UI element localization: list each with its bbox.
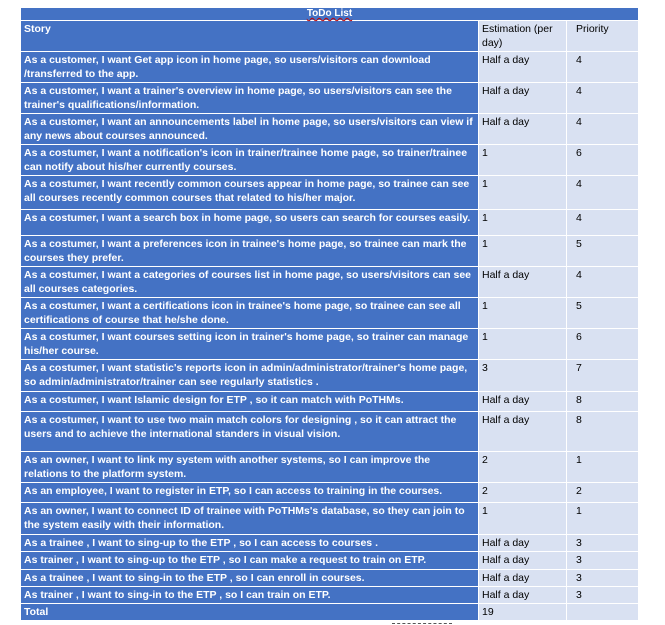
table-row bbox=[21, 412, 639, 452]
priority-cell: 1 bbox=[567, 452, 639, 483]
estimation-cell: Half a day bbox=[479, 535, 567, 552]
story-cell: As a trainee , I want to sing-in to the ETP , so I can enroll in courses. bbox=[21, 570, 479, 587]
priority-cell: 4 bbox=[567, 267, 639, 298]
total-label: Total bbox=[21, 604, 479, 621]
estimation-cell: Half a day bbox=[479, 114, 567, 145]
story-cell: As an owner, I want to link my system with another systems, so I can improve the relations to the platform system. bbox=[21, 452, 479, 483]
priority-cell: 4 bbox=[567, 114, 639, 145]
table-row bbox=[21, 392, 639, 412]
estimation-cell: 1 bbox=[479, 236, 567, 267]
estimation-cell: 2 bbox=[479, 452, 567, 483]
priority-cell: 3 bbox=[567, 587, 639, 604]
estimation-cell: Half a day bbox=[479, 587, 567, 604]
priority-cell: 3 bbox=[567, 570, 639, 587]
estimation-cell: Half a day bbox=[479, 552, 567, 570]
story-cell: As a costumer, I want courses setting icon in trainer's home page, so trainer can manage his/her course. bbox=[21, 329, 479, 360]
table-row bbox=[21, 552, 639, 570]
table-row bbox=[21, 114, 639, 145]
table-row bbox=[21, 360, 639, 392]
table-row bbox=[21, 210, 639, 236]
table-row bbox=[21, 236, 639, 267]
estimation-cell: Half a day bbox=[479, 570, 567, 587]
table-row bbox=[21, 535, 639, 552]
priority-cell: 3 bbox=[567, 535, 639, 552]
table-title: ToDo List bbox=[21, 8, 639, 21]
table-row bbox=[21, 298, 639, 329]
table-row bbox=[21, 587, 639, 604]
story-cell: As a costumer, I want a search box in home page, so users can search for courses easily. bbox=[21, 210, 479, 236]
story-cell: As a costumer, I want a certifications icon in trainee's home page, so trainee can see all certifications of course that he/she done. bbox=[21, 298, 479, 329]
story-cell: As a costumer, I want a preferences icon in trainee's home page, so trainee can mark the courses they prefer. bbox=[21, 236, 479, 267]
estimation-cell: 1 bbox=[479, 145, 567, 176]
story-cell: As a costumer, I want recently common courses appear in home page, so trainee can see all courses recently common courses that related to his/her major. bbox=[21, 176, 479, 210]
priority-cell: 5 bbox=[567, 236, 639, 267]
estimation-cell: 1 bbox=[479, 176, 567, 210]
estimation-cell: Half a day bbox=[479, 267, 567, 298]
table-row bbox=[21, 570, 639, 587]
todo-sheet bbox=[20, 7, 638, 621]
story-cell: As an employee, I want to register in ETP, so I can access to training in the courses. bbox=[21, 483, 479, 503]
priority-cell: 4 bbox=[567, 52, 639, 83]
estimation-cell: 1 bbox=[479, 329, 567, 360]
header-story: Story bbox=[21, 21, 479, 52]
table-row bbox=[21, 329, 639, 360]
estimation-cell: 2 bbox=[479, 483, 567, 503]
story-cell: As a customer, I want a trainer's overview in home page, so users/visitors can see the trainer's qualifications/information. bbox=[21, 83, 479, 114]
total-row bbox=[21, 604, 639, 621]
estimation-cell: 1 bbox=[479, 298, 567, 329]
table-row bbox=[21, 145, 639, 176]
header-estimation: Estimation (per day) bbox=[479, 21, 567, 52]
priority-cell: 4 bbox=[567, 176, 639, 210]
table-row bbox=[21, 503, 639, 535]
priority-cell: 8 bbox=[567, 412, 639, 452]
estimation-cell: Half a day bbox=[479, 83, 567, 114]
total-estimation: 19 bbox=[479, 604, 567, 621]
table-row bbox=[21, 83, 639, 114]
table-row bbox=[21, 483, 639, 503]
estimation-cell: Half a day bbox=[479, 412, 567, 452]
priority-cell: 5 bbox=[567, 298, 639, 329]
header-row bbox=[21, 21, 639, 52]
story-cell: As a costumer, I want to use two main match colors for designing , so it can attract the users and to achieve the international standers in visual vision. bbox=[21, 412, 479, 452]
estimation-cell: 3 bbox=[479, 360, 567, 392]
total-priority bbox=[567, 604, 639, 621]
story-cell: As a customer, I want Get app icon in home page, so users/visitors can download /transferred to the app. bbox=[21, 52, 479, 83]
priority-cell: 8 bbox=[567, 392, 639, 412]
priority-cell: 6 bbox=[567, 145, 639, 176]
table-row bbox=[21, 176, 639, 210]
priority-cell: 3 bbox=[567, 552, 639, 570]
header-priority: Priority bbox=[567, 21, 639, 52]
story-cell: As a costumer, I want Islamic design for ETP , so it can match with PoTHMs. bbox=[21, 392, 479, 412]
story-cell: As trainer , I want to sing-up to the ETP , so I can make a request to train on ETP. bbox=[21, 552, 479, 570]
title-row bbox=[21, 8, 639, 21]
story-cell: As a costumer, I want statistic's reports icon in admin/administrator/trainer's home page, so admin/administrator/trainer can see regularly statistics . bbox=[21, 360, 479, 392]
estimation-cell: Half a day bbox=[479, 52, 567, 83]
priority-cell: 7 bbox=[567, 360, 639, 392]
todo-table bbox=[20, 7, 639, 621]
priority-cell: 1 bbox=[567, 503, 639, 535]
priority-cell: 6 bbox=[567, 329, 639, 360]
story-cell: As a customer, I want an announcements label in home page, so users/visitors can view if any news about courses announced. bbox=[21, 114, 479, 145]
story-cell: As a trainee , I want to sing-up to the ETP , so I can access to courses . bbox=[21, 535, 479, 552]
story-cell: As trainer , I want to sing-in to the ETP , so I can train on ETP. bbox=[21, 587, 479, 604]
story-cell: As a costumer, I want a notification's icon in trainer/trainee home page, so trainer/trainee can notify about his/her currently courses. bbox=[21, 145, 479, 176]
estimation-cell: 1 bbox=[479, 503, 567, 535]
priority-cell: 2 bbox=[567, 483, 639, 503]
estimation-cell: 1 bbox=[479, 210, 567, 236]
priority-cell: 4 bbox=[567, 210, 639, 236]
story-cell: As a costumer, I want a categories of courses list in home page, so users/visitors can see all courses categories. bbox=[21, 267, 479, 298]
table-row bbox=[21, 267, 639, 298]
story-cell: As an owner, I want to connect ID of trainee with PoTHMs's database, so they can join to the system easily with their information. bbox=[21, 503, 479, 535]
table-row bbox=[21, 452, 639, 483]
table-row bbox=[21, 52, 639, 83]
priority-cell: 4 bbox=[567, 83, 639, 114]
estimation-cell: Half a day bbox=[479, 392, 567, 412]
